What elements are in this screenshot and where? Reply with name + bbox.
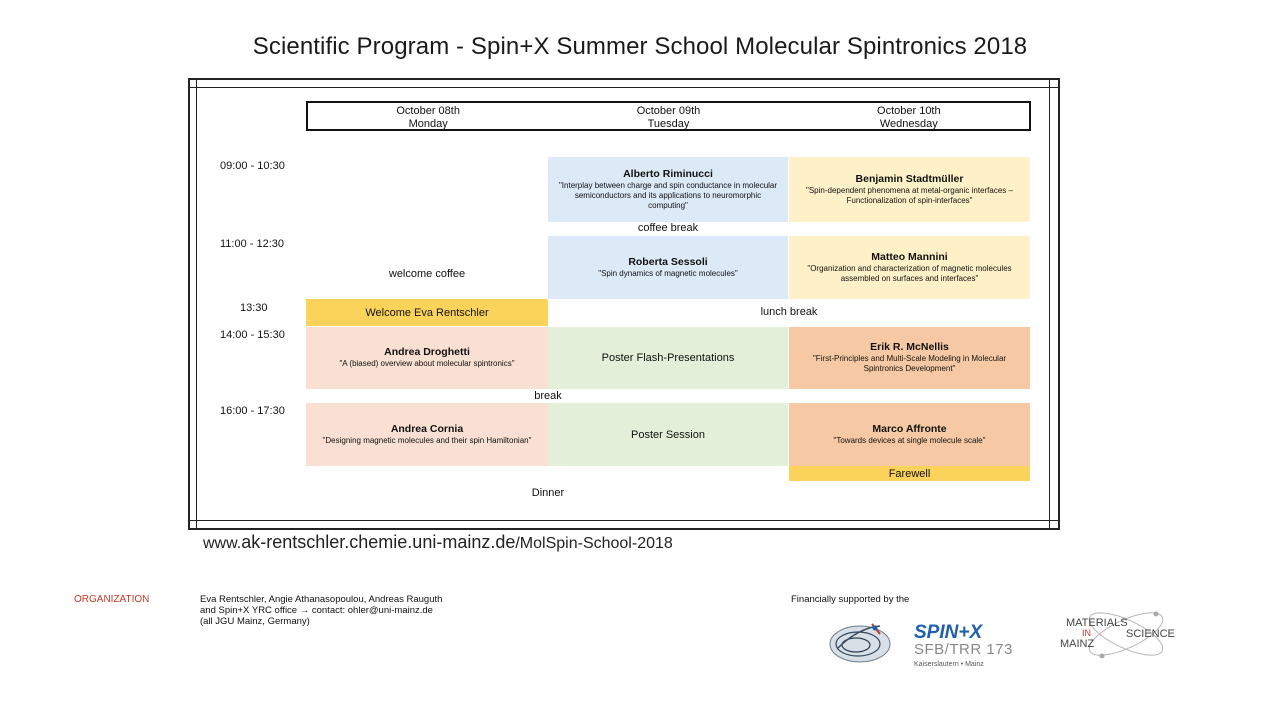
mims-mainz-text: MAINZ [1060,638,1095,650]
spinx-logo-place: Kaiserslautern • Mainz [914,661,984,668]
day-header-row [306,101,1031,131]
time-slot-4: 14:00 - 15:30 [220,329,285,341]
day-weekday: Tuesday [647,118,690,130]
day-header-wednesday [789,103,1029,129]
dinner-label: Dinner [531,487,565,499]
session-tue-3 [548,327,788,389]
school-url[interactable] [203,532,673,553]
mims-science-text: SCIENCE [1126,628,1175,640]
frame-line-right [1049,78,1050,530]
organization-text [200,594,442,627]
mims-in-text: IN [1082,628,1091,638]
frame-line-left [196,78,197,530]
welcome-label: Welcome Eva Rentschler [365,306,489,319]
session-mon-4 [306,403,548,466]
url-domain: ak-rentschler.chemie.uni-mainz.de [241,532,516,552]
session-tue-4 [548,403,788,466]
financial-support-label: Financially supported by the [791,594,910,605]
session-wed-4 [789,403,1030,466]
day-header-monday [308,103,548,129]
talk-title: "First-Principles and Multi-Scale Modeling in Molecular Spintronics Development" [812,354,1007,373]
spinx-emblem-icon [828,618,892,666]
session-wed-3 [789,327,1030,389]
session-wed-2 [789,236,1030,299]
url-prefix: www. [203,535,242,552]
day-date: October 08th [396,105,460,117]
farewell-label: Farewell [888,467,931,480]
session-mon-3 [306,327,548,389]
mims-materials-text: MATERIALS [1066,617,1128,629]
talk-title: "A (biased) overview about molecular spintronics" [339,359,515,368]
farewell-session [789,466,1030,481]
organization-label: ORGANIZATION [74,594,150,605]
frame-line-bottom [188,520,1060,521]
speaker-name: Marco Affronte [872,422,947,435]
talk-title: "Spin dynamics of magnetic molecules" [598,268,738,278]
talk-title: "Towards devices at single molecule scale" [833,435,986,445]
welcome-coffee-label: welcome coffee [388,268,466,280]
session-wed-1 [789,157,1030,222]
speaker-name: Andrea Cornia [390,422,464,435]
welcome-session [306,299,548,326]
organization-line: and Spin+X YRC office → contact: ohler@uni-mainz.de [200,605,433,616]
coffee-break-label: coffee break [637,222,699,234]
day-date: October 10th [877,105,941,117]
day-weekday: Wednesday [879,118,938,130]
spinx-logo-sub: SFB/TRR 173 [914,641,1013,658]
poster-session-label: Poster Session [631,428,705,441]
talk-title: "Spin-dependent phenomena at metal-organic interfaces – Functionalization of spin-interfaces" [806,185,1013,205]
poster-flash-label: Poster Flash-Presentations [601,352,735,364]
lunch-break-label: lunch break [760,306,818,318]
day-weekday: Monday [408,118,448,130]
time-slot-1: 09:00 - 10:30 [220,160,285,172]
talk-title: "Designing magnetic molecules and their spin Hamiltonian" [322,435,532,445]
speaker-name: Andrea Droghetti [384,346,470,358]
materials-science-mainz-logo-icon [1058,600,1188,670]
speaker-name: Roberta Sessoli [628,255,708,268]
time-slot-3: 13:30 [240,302,268,314]
talk-title: "Organization and characterization of magnetic molecules assembled on surfaces and interfaces" [807,263,1012,283]
speaker-name: Alberto Riminucci [623,167,713,180]
page-title: Scientific Program - Spin+X Summer School Molecular Spintronics 2018 [252,33,1028,60]
organization-line: (all JGU Mainz, Germany) [200,616,310,627]
organization-line: Eva Rentschler, Angie Athanasopoulou, Andreas Rauguth [200,594,443,605]
day-header-tuesday [548,103,788,129]
frame-line-top [188,87,1060,88]
spinx-logo-text: SPIN+X [914,622,983,643]
break-label: break [534,390,562,402]
speaker-name: Benjamin Stadtmüller [855,172,964,185]
session-tue-1 [548,157,788,222]
session-tue-2 [548,236,788,299]
speaker-name: Matteo Mannini [871,250,948,263]
url-path: /MolSpin-School-2018 [515,535,673,552]
time-slot-5: 16:00 - 17:30 [220,405,285,417]
day-date: October 09th [636,105,701,117]
speaker-name: Erik R. McNellis [870,341,949,353]
time-slot-2: 11:00 - 12:30 [220,238,285,250]
talk-title: "Interplay between charge and spin conductance in molecular semiconductors and its applications to neuromorphic computing" [558,180,778,210]
